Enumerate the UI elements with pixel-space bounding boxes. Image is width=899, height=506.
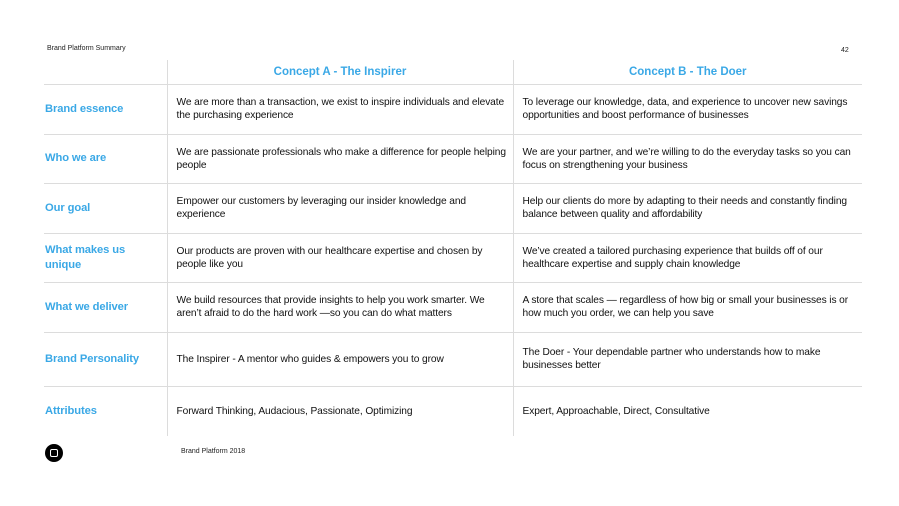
comparison-table	[44, 60, 862, 436]
header-blank-cell	[44, 60, 167, 85]
row-label-what-we-deliver: What we deliver	[44, 283, 167, 333]
concept-b-cell: We are your partner, and we’re willing to do the everyday tasks so you can focus on strengthening your business	[513, 134, 862, 184]
row-label-who-we-are: Who we are	[44, 134, 167, 184]
concept-a-cell: We are more than a transaction, we exist to inspire individuals and elevate the purchasing experience	[167, 85, 513, 135]
concept-a-cell: Our products are proven with our healthcare expertise and chosen by people like you	[167, 233, 513, 283]
row-label-brand-essence: Brand essence	[44, 85, 167, 135]
concept-a-cell: Empower our customers by leveraging our insider knowledge and experience	[167, 184, 513, 234]
page-number: 42	[841, 47, 849, 54]
row-label-our-goal: Our goal	[44, 184, 167, 234]
concept-a-cell: We build resources that provide insights to help you work smarter. We aren’t afraid to do the hard work —so you can do what matters	[167, 283, 513, 333]
concept-a-cell: The Inspirer - A mentor who guides & empowers you to grow	[167, 332, 513, 386]
concept-b-cell: To leverage our knowledge, data, and experience to uncover new savings opportunities and boost performance of businesses	[513, 85, 862, 135]
table-row	[44, 134, 862, 184]
table-row	[44, 283, 862, 333]
table-row	[44, 184, 862, 234]
row-label-attributes: Attributes	[44, 386, 167, 436]
concept-b-cell: Help our clients do more by adapting to their needs and constantly finding balance between quality and affordability	[513, 184, 862, 234]
table-row	[44, 386, 862, 436]
header-label: Brand Platform Summary	[47, 45, 126, 52]
table-header-row	[44, 60, 862, 85]
table-row	[44, 332, 862, 386]
concept-b-cell: A store that scales — regardless of how big or small your businesses is or how much you order, we can help you save	[513, 283, 862, 333]
concept-a-cell: We are passionate professionals who make a difference for people helping people	[167, 134, 513, 184]
footer-text: Brand Platform 2018	[181, 448, 246, 455]
comparison-table-container	[44, 60, 862, 436]
table-row	[44, 233, 862, 283]
concept-a-heading: Concept A - The Inspirer	[167, 60, 513, 85]
brand-logo-icon	[45, 444, 63, 462]
table-row	[44, 85, 862, 135]
row-label-what-makes-us-unique: What makes us unique	[44, 233, 167, 283]
row-label-brand-personality: Brand Personality	[44, 332, 167, 386]
concept-b-cell: Expert, Approachable, Direct, Consultative	[522, 405, 710, 417]
concept-b-cell: The Doer - Your dependable partner who understands how to make businesses better	[513, 332, 862, 386]
concept-b-cell: We’ve created a tailored purchasing experience that builds off of our healthcare expertise and supply chain knowledge	[513, 233, 862, 283]
concept-a-cell: Forward Thinking, Audacious, Passionate, Optimizing	[167, 386, 513, 436]
concept-b-heading: Concept B - The Doer	[513, 60, 862, 85]
